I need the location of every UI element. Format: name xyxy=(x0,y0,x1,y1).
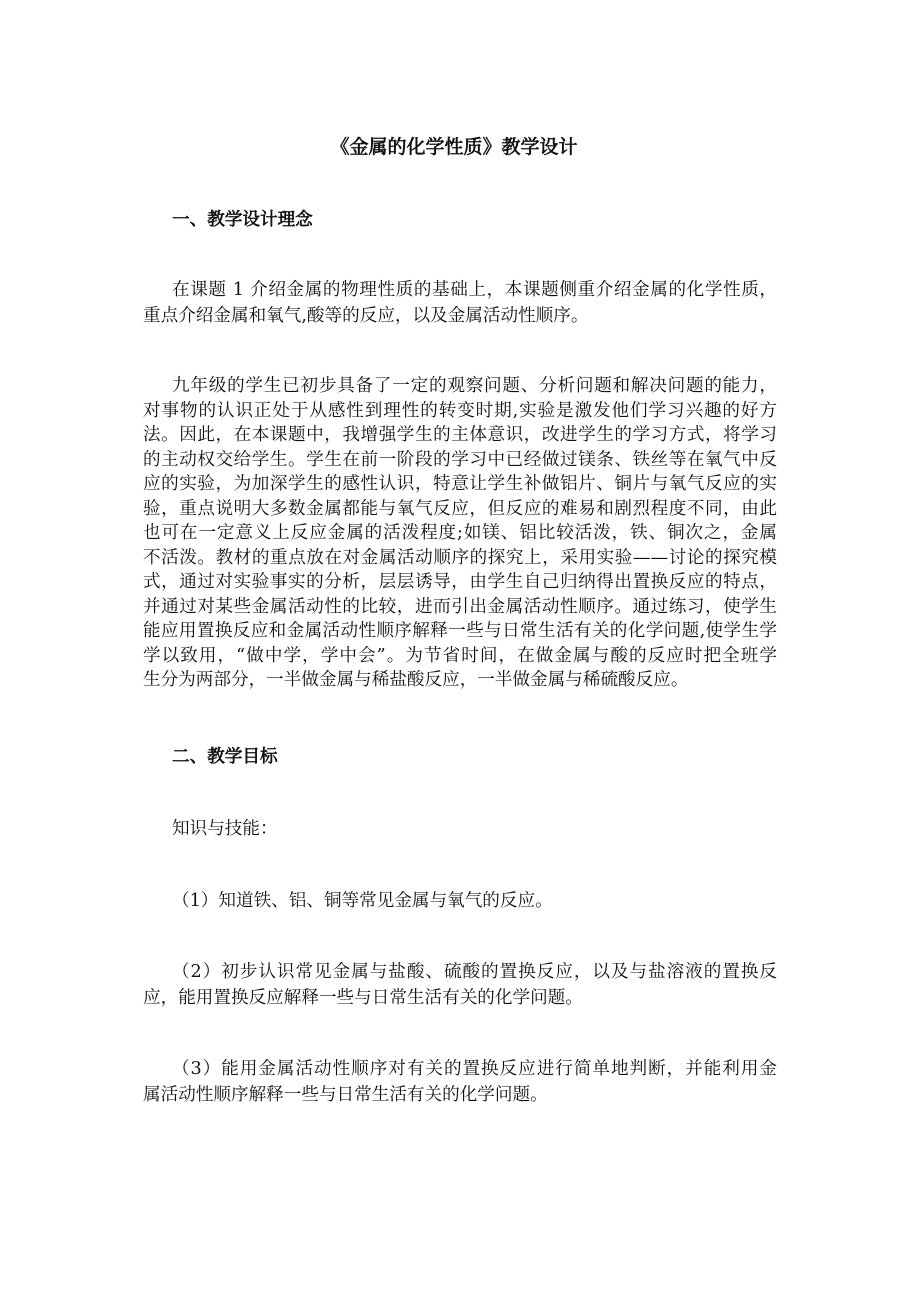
paragraph-line: 应的实验，为加深学生的感性认识，特意让学生补做铝片、铜片与氧气反应的实 xyxy=(143,474,777,494)
paragraph-line: 也可在一定意义上反应金属的活泼程度;如镁、铝比较活泼，铁、铜次之，金属 xyxy=(143,523,777,543)
section-heading-teaching-goals: 二、教学目标 xyxy=(172,746,278,767)
paragraph-line: 的主动权交给学生。学生在前一阶段的学习中已经做过镁条、铁丝等在氧气中反 xyxy=(143,449,777,470)
goal-line: （3）能用金属活动性顺序对有关的置换反应进行简单地判断，并能利用金 xyxy=(172,1059,777,1079)
section-heading-design-philosophy: 一、教学设计理念 xyxy=(172,209,313,230)
paragraph-student-analysis xyxy=(143,374,777,693)
paragraph-line: 九年级的学生已初步具备了一定的观察问题、分析问题和解决问题的能力， xyxy=(172,376,777,396)
goal-line: 属活动性顺序解释一些与日常生活有关的化学问题。 xyxy=(143,1085,548,1105)
goal-line: （1）知道铁、铝、铜等常见金属与氧气的反应。 xyxy=(172,891,553,911)
paragraph-intro xyxy=(143,277,777,329)
document-title: 《金属的化学性质》教学设计 xyxy=(330,136,578,158)
paragraph-line: 重点介绍金属和氧气,酸等的反应，以及金属活动性顺序。 xyxy=(143,306,589,326)
paragraph-line: 不活泼。教材的重点放在对金属活动顺序的探究上，采用实验——讨论的探究模 xyxy=(143,547,777,568)
goal-item-3 xyxy=(143,1056,777,1108)
paragraph-line: 并通过对某些金属活动性的比较，进而引出金属活动性顺序。通过练习，使学生 xyxy=(143,596,777,617)
paragraph-line: 学以致用，“做中学，学中会”。为节省时间，在做金属与酸的反应时把全班学 xyxy=(143,645,777,666)
paragraph-line: 在课题 1 介绍金属的物理性质的基础上，本课题侧重介绍金属的化学性质， xyxy=(172,280,777,300)
goal-line: 应，能用置换反应解释一些与日常生活有关的化学问题。 xyxy=(143,988,583,1008)
goal-item-2 xyxy=(143,959,777,1011)
paragraph-line: 对事物的认识正处于从感性到理性的转变时期,实验是激发他们学习兴趣的好方 xyxy=(143,400,777,421)
subheading-knowledge-skills: 知识与技能： xyxy=(172,819,278,839)
paragraph-line: 生分为两部分，一半做金属与稀盐酸反应，一半做金属与稀硫酸反应。 xyxy=(143,670,689,690)
paragraph-line: 式，通过对实验事实的分析，层层诱导，由学生自己归纳得出置换反应的特点， xyxy=(143,572,777,592)
paragraph-line: 能应用置换反应和金属活动性顺序解释一些与日常生活有关的化学问题,使学生学 xyxy=(143,621,777,641)
paragraph-line: 验，重点说明大多数金属都能与氧气反应，但反应的难易和剧烈程度不同，由此 xyxy=(143,498,777,519)
paragraph-line: 法。因此，在本课题中，我增强学生的主体意识，改进学生的学习方式，将学习 xyxy=(143,425,777,445)
goal-item-1 xyxy=(143,888,777,914)
goal-line: （2）初步认识常见金属与盐酸、硫酸的置换反应，以及与盐溶液的置换反 xyxy=(172,962,777,982)
